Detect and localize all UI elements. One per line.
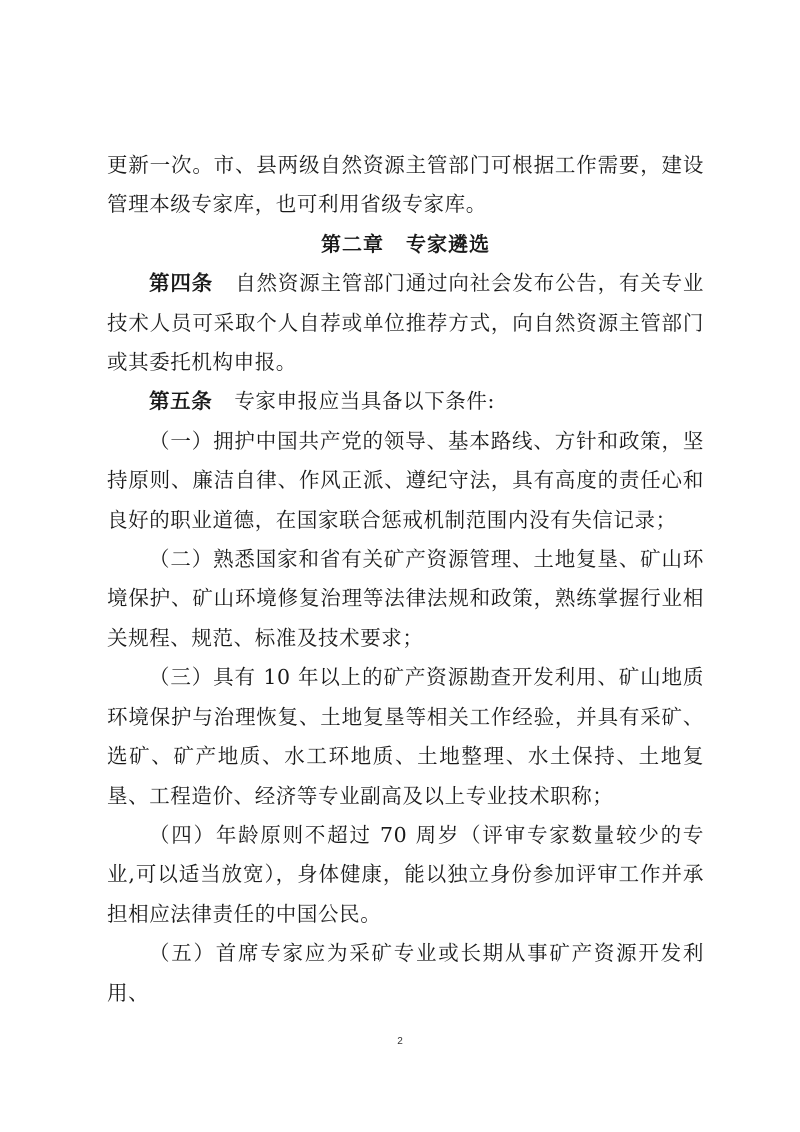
document-body	[107, 146, 704, 1013]
condition-item-2: （二）熟悉国家和省有关矿产资源管理、土地复垦、矿山环境保护、矿山环境修复治理等法律法规和政策，熟练掌握行业相关规程、规范、标准及技术要求；	[107, 547, 704, 650]
chapter-heading	[107, 225, 704, 264]
condition-item-4: （四）年龄原则不超过 70 周岁（评审专家数量较少的专业,可以适当放宽），身体健康，能以独立身份参加评审工作并承担相应法律责任的中国公民。	[107, 822, 704, 926]
page-number: 2	[397, 1036, 403, 1047]
article-text: 专家申报应当具备以下条件:	[234, 389, 496, 414]
article-text: 自然资源主管部门通过向社会发布公告，有关专业技术人员可采取个人自荐或单位推荐方式，向自然资源主管部门或其委托机构申报。	[107, 271, 704, 375]
condition-item-3: （三）具有 10 年以上的矿产资源勘查开发利用、矿山地质环境保护与治理恢复、土地复垦等相关工作经验，并具有采矿、选矿、矿产地质、水工环地质、土地整理、水土保持、土地复垦、工程造价、经济等专业副高及以上专业技术职称；	[107, 665, 704, 808]
condition-item-1: （一）拥护中国共产党的领导、基本路线、方针和政策，坚持原则、廉洁自律、作风正派、遵纪守法，具有高度的责任心和良好的职业道德，在国家联合惩戒机制范围内没有失信记录；	[107, 428, 704, 532]
article-label: 第五条	[149, 389, 213, 414]
article-4	[107, 264, 704, 382]
paragraph-continuation: 更新一次。市、县两级自然资源主管部门可根据工作需要，建设管理本级专家库，也可利用省级专家库。	[107, 153, 704, 217]
chapter-title: 专家遴选	[406, 231, 490, 256]
article-5	[107, 382, 704, 421]
article-label: 第四条	[149, 271, 213, 296]
condition-item-5: （五）首席专家应为采矿专业或长期从事矿产资源开发利用、	[107, 941, 704, 1005]
chapter-number: 第二章	[321, 231, 384, 256]
